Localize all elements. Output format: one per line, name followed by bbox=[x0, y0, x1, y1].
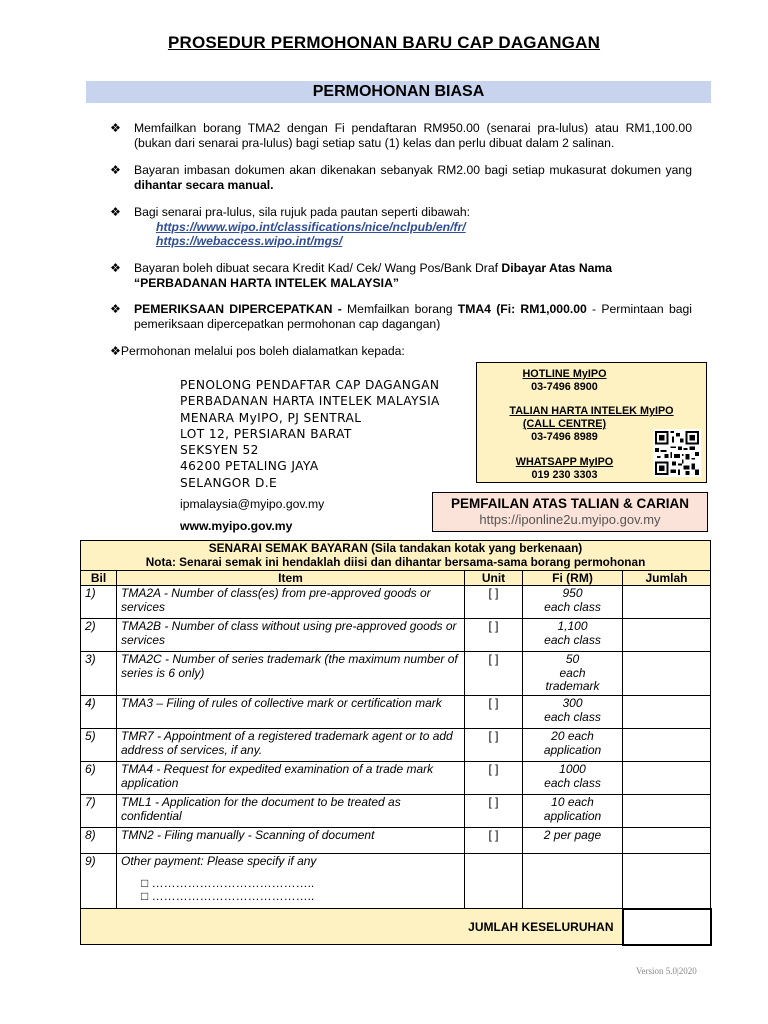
checklist-header: SENARAI SEMAK BAYARAN (Sila tandakan kotak yang berkenaan) bbox=[81, 541, 711, 556]
address-line: SEKSYEN 52 bbox=[180, 443, 259, 458]
address-line: LOT 12, PERSIARAN BARAT bbox=[180, 426, 352, 441]
version-label: Version 5.0|2020 bbox=[636, 966, 697, 976]
bullet-marker-icon: ❖ bbox=[110, 205, 121, 219]
total-label: JUMLAH KESELURUHAN bbox=[81, 909, 623, 945]
checklist-table bbox=[80, 540, 712, 946]
amount-cell[interactable] bbox=[623, 652, 711, 696]
whatsapp-label: WHATSAPP MyIPO bbox=[515, 456, 614, 468]
efiling-box bbox=[432, 492, 708, 532]
website-link[interactable]: www.myipo.gov.my bbox=[180, 519, 293, 533]
amount-cell[interactable] bbox=[623, 795, 711, 828]
col-item: Item bbox=[117, 571, 465, 586]
col-fee: Fi (RM) bbox=[523, 571, 623, 586]
address-line: 46200 PETALING JAYA bbox=[180, 459, 319, 474]
hotline-phone: 03-7496 8900 bbox=[531, 381, 598, 393]
unit-checkbox[interactable]: [ ] bbox=[465, 586, 523, 619]
section-title: PERMOHONAN BIASA bbox=[86, 81, 711, 103]
post-intro: ❖Permohonan melalui pos boleh dialamatkan kepada: bbox=[110, 344, 405, 358]
qr-code-icon bbox=[653, 429, 701, 477]
bullet-text: Bayaran imbasan dokumen akan dikenakan sebanyak RM2.00 bagi setiap mukasurat dokumen yang bbox=[134, 163, 692, 177]
bullet-marker-icon: ❖ bbox=[110, 261, 121, 275]
unit-checkbox[interactable]: [ ] bbox=[465, 696, 523, 729]
table-row: 6) TMA4 - Request for expedited examination of a trade mark application [ ] 1000 each class bbox=[81, 762, 711, 795]
call-centre-label: TALIAN HARTA INTELEK MyIPO bbox=[509, 405, 674, 417]
bullet-text: Bayaran boleh dibuat secara Kredit Kad/ Cek/ Wang Pos/Bank Draf bbox=[134, 261, 502, 275]
bullet-marker-icon: ❖ bbox=[110, 163, 121, 177]
bullet-marker-icon: ❖ bbox=[110, 302, 121, 316]
unit-checkbox[interactable]: [ ] bbox=[465, 828, 523, 854]
table-row-other: 9) Other payment: Please specify if any □ ………………………………….. □ ………………………………….. bbox=[81, 854, 711, 909]
amount-cell[interactable] bbox=[623, 854, 711, 909]
address-line: PERBADANAN HARTA INTELEK MALAYSIA bbox=[180, 394, 440, 409]
unit-checkbox[interactable]: [ ] bbox=[465, 762, 523, 795]
address-line: MENARA MyIPO, PJ SENTRAL bbox=[180, 410, 362, 425]
address-line: PENOLONG PENDAFTAR CAP DAGANGAN bbox=[180, 378, 440, 392]
bullet-preapproved-links bbox=[110, 205, 692, 249]
postal-address bbox=[180, 377, 440, 491]
hotline-box bbox=[476, 362, 707, 483]
bullet-emphasis: dihantar secara manual. bbox=[134, 177, 274, 192]
table-row: 2) TMA2B - Number of class without using pre-approved goods or services [ ] 1,100 each class bbox=[81, 619, 711, 652]
table-row: 7) TML1 - Application for the document to be treated as confidential [ ] 10 each application bbox=[81, 795, 711, 828]
col-bil: Bil bbox=[81, 571, 117, 586]
checklist-note: Nota: Senarai semak ini hendaklah diisi dan dihantar bersama-sama borang permohonan bbox=[81, 555, 711, 571]
col-jumlah: Jumlah bbox=[623, 571, 711, 586]
col-unit: Unit bbox=[465, 571, 523, 586]
unit-checkbox[interactable]: [ ] bbox=[465, 729, 523, 762]
other-payment-line[interactable]: □ ………………………………….. bbox=[141, 889, 315, 904]
amount-cell[interactable] bbox=[623, 828, 711, 854]
bullet-scan-fee bbox=[110, 163, 692, 192]
bullet-marker-icon: ❖ bbox=[110, 121, 121, 135]
amount-cell[interactable] bbox=[623, 729, 711, 762]
table-row: 1) TMA2A - Number of class(es) from pre-approved goods or services [ ] 950 each class bbox=[81, 586, 711, 619]
amount-cell[interactable] bbox=[623, 586, 711, 619]
table-row: 4) TMA3 – Filing of rules of collective mark or certification mark [ ] 300 each class bbox=[81, 696, 711, 729]
amount-cell[interactable] bbox=[623, 619, 711, 652]
unit-checkbox[interactable]: [ ] bbox=[465, 795, 523, 828]
efiling-url-link[interactable]: https://iponline2u.myipo.gov.my bbox=[479, 512, 661, 527]
unit-checkbox[interactable]: [ ] bbox=[465, 619, 523, 652]
email-link[interactable]: ipmalaysia@myipo.gov.my bbox=[180, 497, 325, 511]
table-row: 5) TMR7 - Appointment of a registered trademark agent or to add address of services, if any. [ ] 20 each application bbox=[81, 729, 711, 762]
efiling-title: PEMFAILAN ATAS TALIAN & CARIAN bbox=[451, 496, 689, 511]
payee-name: “PERBADANAN HARTA INTELEK MALAYSIA” bbox=[134, 275, 399, 290]
whatsapp-phone: 019 230 3303 bbox=[531, 469, 598, 481]
payment-checklist bbox=[80, 540, 710, 946]
wipo-mgs-link[interactable]: https://webaccess.wipo.int/mgs/ bbox=[156, 234, 343, 248]
hotline-label: HOTLINE MyIPO bbox=[522, 368, 607, 380]
payee-label: Dibayar Atas Nama bbox=[501, 261, 613, 275]
amount-cell[interactable] bbox=[623, 696, 711, 729]
bullet-payment-method bbox=[110, 261, 692, 290]
tma4-fee: TMA4 (Fi: RM1,000.00 bbox=[457, 302, 587, 316]
bullet-expedited: ❖ PEMERIKSAAN DIPERCEPATKAN - Memfailkan borang TMA4 (Fi: RM1,000.00 - Permintaan bagi pemeriksaan dipercepatkan permohonan cap dagangan) bbox=[110, 302, 692, 331]
wipo-nice-link[interactable]: https://www.wipo.int/classifications/nice/nclpub/en/fr/ bbox=[156, 219, 466, 234]
bullet-text: Bagi senarai pra-lulus, sila rujuk pada pautan seperti dibawah: bbox=[134, 205, 471, 219]
table-row: 8) TMN2 - Filing manually - Scanning of document [ ] 2 per page bbox=[81, 828, 711, 854]
other-payment-line[interactable]: □ ………………………………….. bbox=[141, 875, 315, 890]
expedited-label: PEMERIKSAAN DIPERCEPATKAN - bbox=[134, 302, 348, 316]
bullet-fee-info bbox=[110, 121, 692, 150]
amount-cell[interactable] bbox=[623, 762, 711, 795]
bullet-text: Memfailkan borang TMA2 dengan Fi pendaftaran RM950.00 (senarai pra-lulus) atau RM1,100.00 (bukan dari senarai pra-lulus) bagi setiap satu (1) kelas dan perlu dibuat dalam 2 salinan. bbox=[134, 121, 692, 150]
total-amount-cell[interactable] bbox=[623, 909, 711, 945]
unit-checkbox[interactable]: [ ] bbox=[465, 652, 523, 696]
total-row bbox=[81, 909, 711, 945]
address-line: SELANGOR D.E bbox=[180, 475, 278, 490]
call-centre-sub: (CALL CENTRE) bbox=[522, 418, 607, 430]
call-centre-phone: 03-7496 8989 bbox=[531, 431, 598, 443]
table-row: 3) TMA2C - Number of series trademark (the maximum number of series is 6 only) [ ] 50 each trademark bbox=[81, 652, 711, 696]
page-title: PROSEDUR PERMOHONAN BARU CAP DAGANGAN bbox=[167, 33, 601, 52]
